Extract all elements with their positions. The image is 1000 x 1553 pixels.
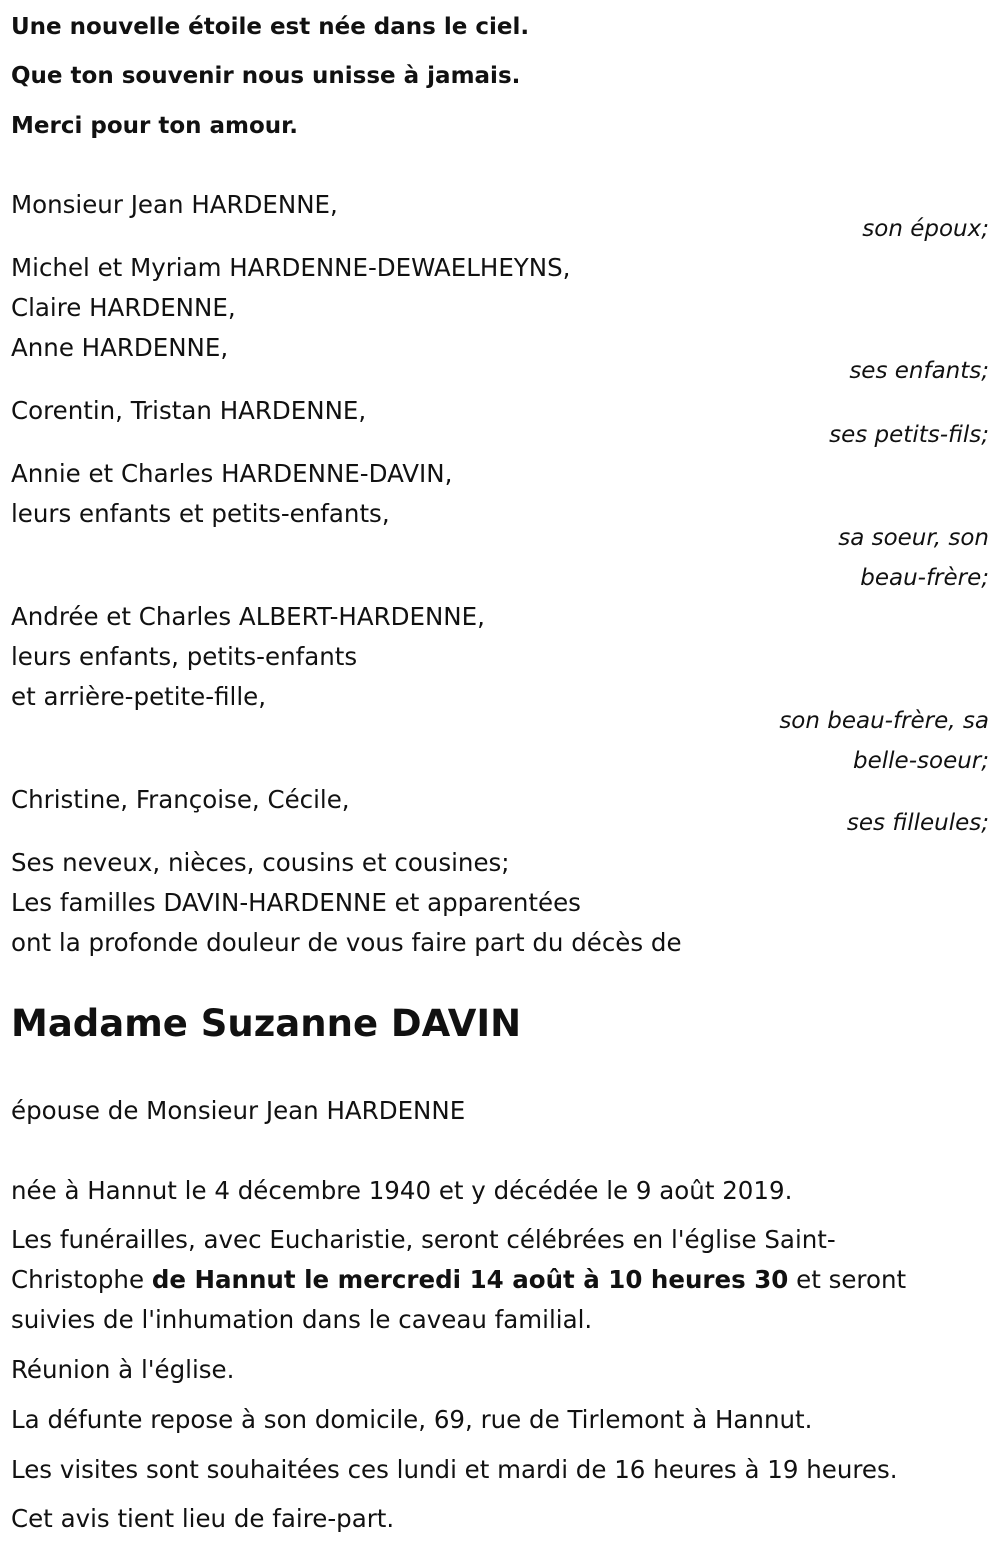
meeting-line: Réunion à l'église.: [11, 1355, 235, 1384]
deceased-name: Madame Suzanne DAVIN: [11, 1002, 522, 1045]
inlaws-name-1: Andrée et Charles ALBERT-HARDENNE,: [11, 602, 485, 631]
others-line-1: Ses neveux, nièces, cousins et cousines;: [11, 848, 510, 877]
others-line-3: ont la profonde douleur de vous faire part du décès de: [11, 928, 682, 957]
children-relation: ses enfants;: [849, 358, 989, 384]
inlaws-relation-1: son beau-frère, sa: [779, 708, 989, 734]
funeral-line-2: [11, 1265, 906, 1295]
notice-line: Cet avis tient lieu de faire-part.: [11, 1504, 395, 1533]
rest-line: La défunte repose à son domicile, 69, rue de Tirlemont à Hannut.: [11, 1405, 813, 1434]
intro-line-3: Merci pour ton amour.: [11, 113, 298, 139]
inlaws-name-2: leurs enfants, petits-enfants: [11, 642, 358, 671]
sister-relation-1: sa soeur, son: [838, 525, 989, 551]
intro-line-1: Une nouvelle étoile est née dans le ciel.: [11, 14, 530, 40]
sister-name-2: leurs enfants et petits-enfants,: [11, 499, 390, 528]
spouse-name: Monsieur Jean HARDENNE,: [11, 190, 338, 219]
spouse-relation: son époux;: [862, 216, 989, 242]
grandchildren-relation: ses petits-fils;: [829, 422, 989, 448]
funeral-line-2-end: et seront: [788, 1265, 907, 1294]
child-name-1: Michel et Myriam HARDENNE-DEWAELHEYNS,: [11, 253, 571, 282]
others-line-2: Les familles DAVIN-HARDENNE et apparentées: [11, 888, 581, 917]
birth-death-line: née à Hannut le 4 décembre 1940 et y décédée le 9 août 2019.: [11, 1176, 793, 1205]
child-name-2: Claire HARDENNE,: [11, 293, 236, 322]
funeral-line-1: Les funérailles, avec Eucharistie, seront célébrées en l'église Saint-: [11, 1225, 836, 1254]
funeral-line-2-start: Christophe: [11, 1265, 152, 1294]
sister-relation-2: beau-frère;: [860, 565, 989, 591]
goddaughters-relation: ses filleules;: [846, 810, 989, 836]
inlaws-relation-2: belle-soeur;: [853, 748, 989, 774]
inlaws-name-3: et arrière-petite-fille,: [11, 682, 266, 711]
intro-line-2: Que ton souvenir nous unisse à jamais.: [11, 63, 521, 89]
sister-name-1: Annie et Charles HARDENNE-DAVIN,: [11, 459, 453, 488]
grandchildren-names: Corentin, Tristan HARDENNE,: [11, 396, 367, 425]
goddaughters-names: Christine, Françoise, Cécile,: [11, 785, 350, 814]
deceased-spouse-line: épouse de Monsieur Jean HARDENNE: [11, 1096, 466, 1125]
funeral-date-time: de Hannut le mercredi 14 août à 10 heures 30: [151, 1265, 789, 1294]
visits-line: Les visites sont souhaitées ces lundi et mardi de 16 heures à 19 heures.: [11, 1455, 898, 1484]
funeral-line-3: suivies de l'inhumation dans le caveau familial.: [11, 1305, 593, 1334]
child-name-3: Anne HARDENNE,: [11, 333, 229, 362]
